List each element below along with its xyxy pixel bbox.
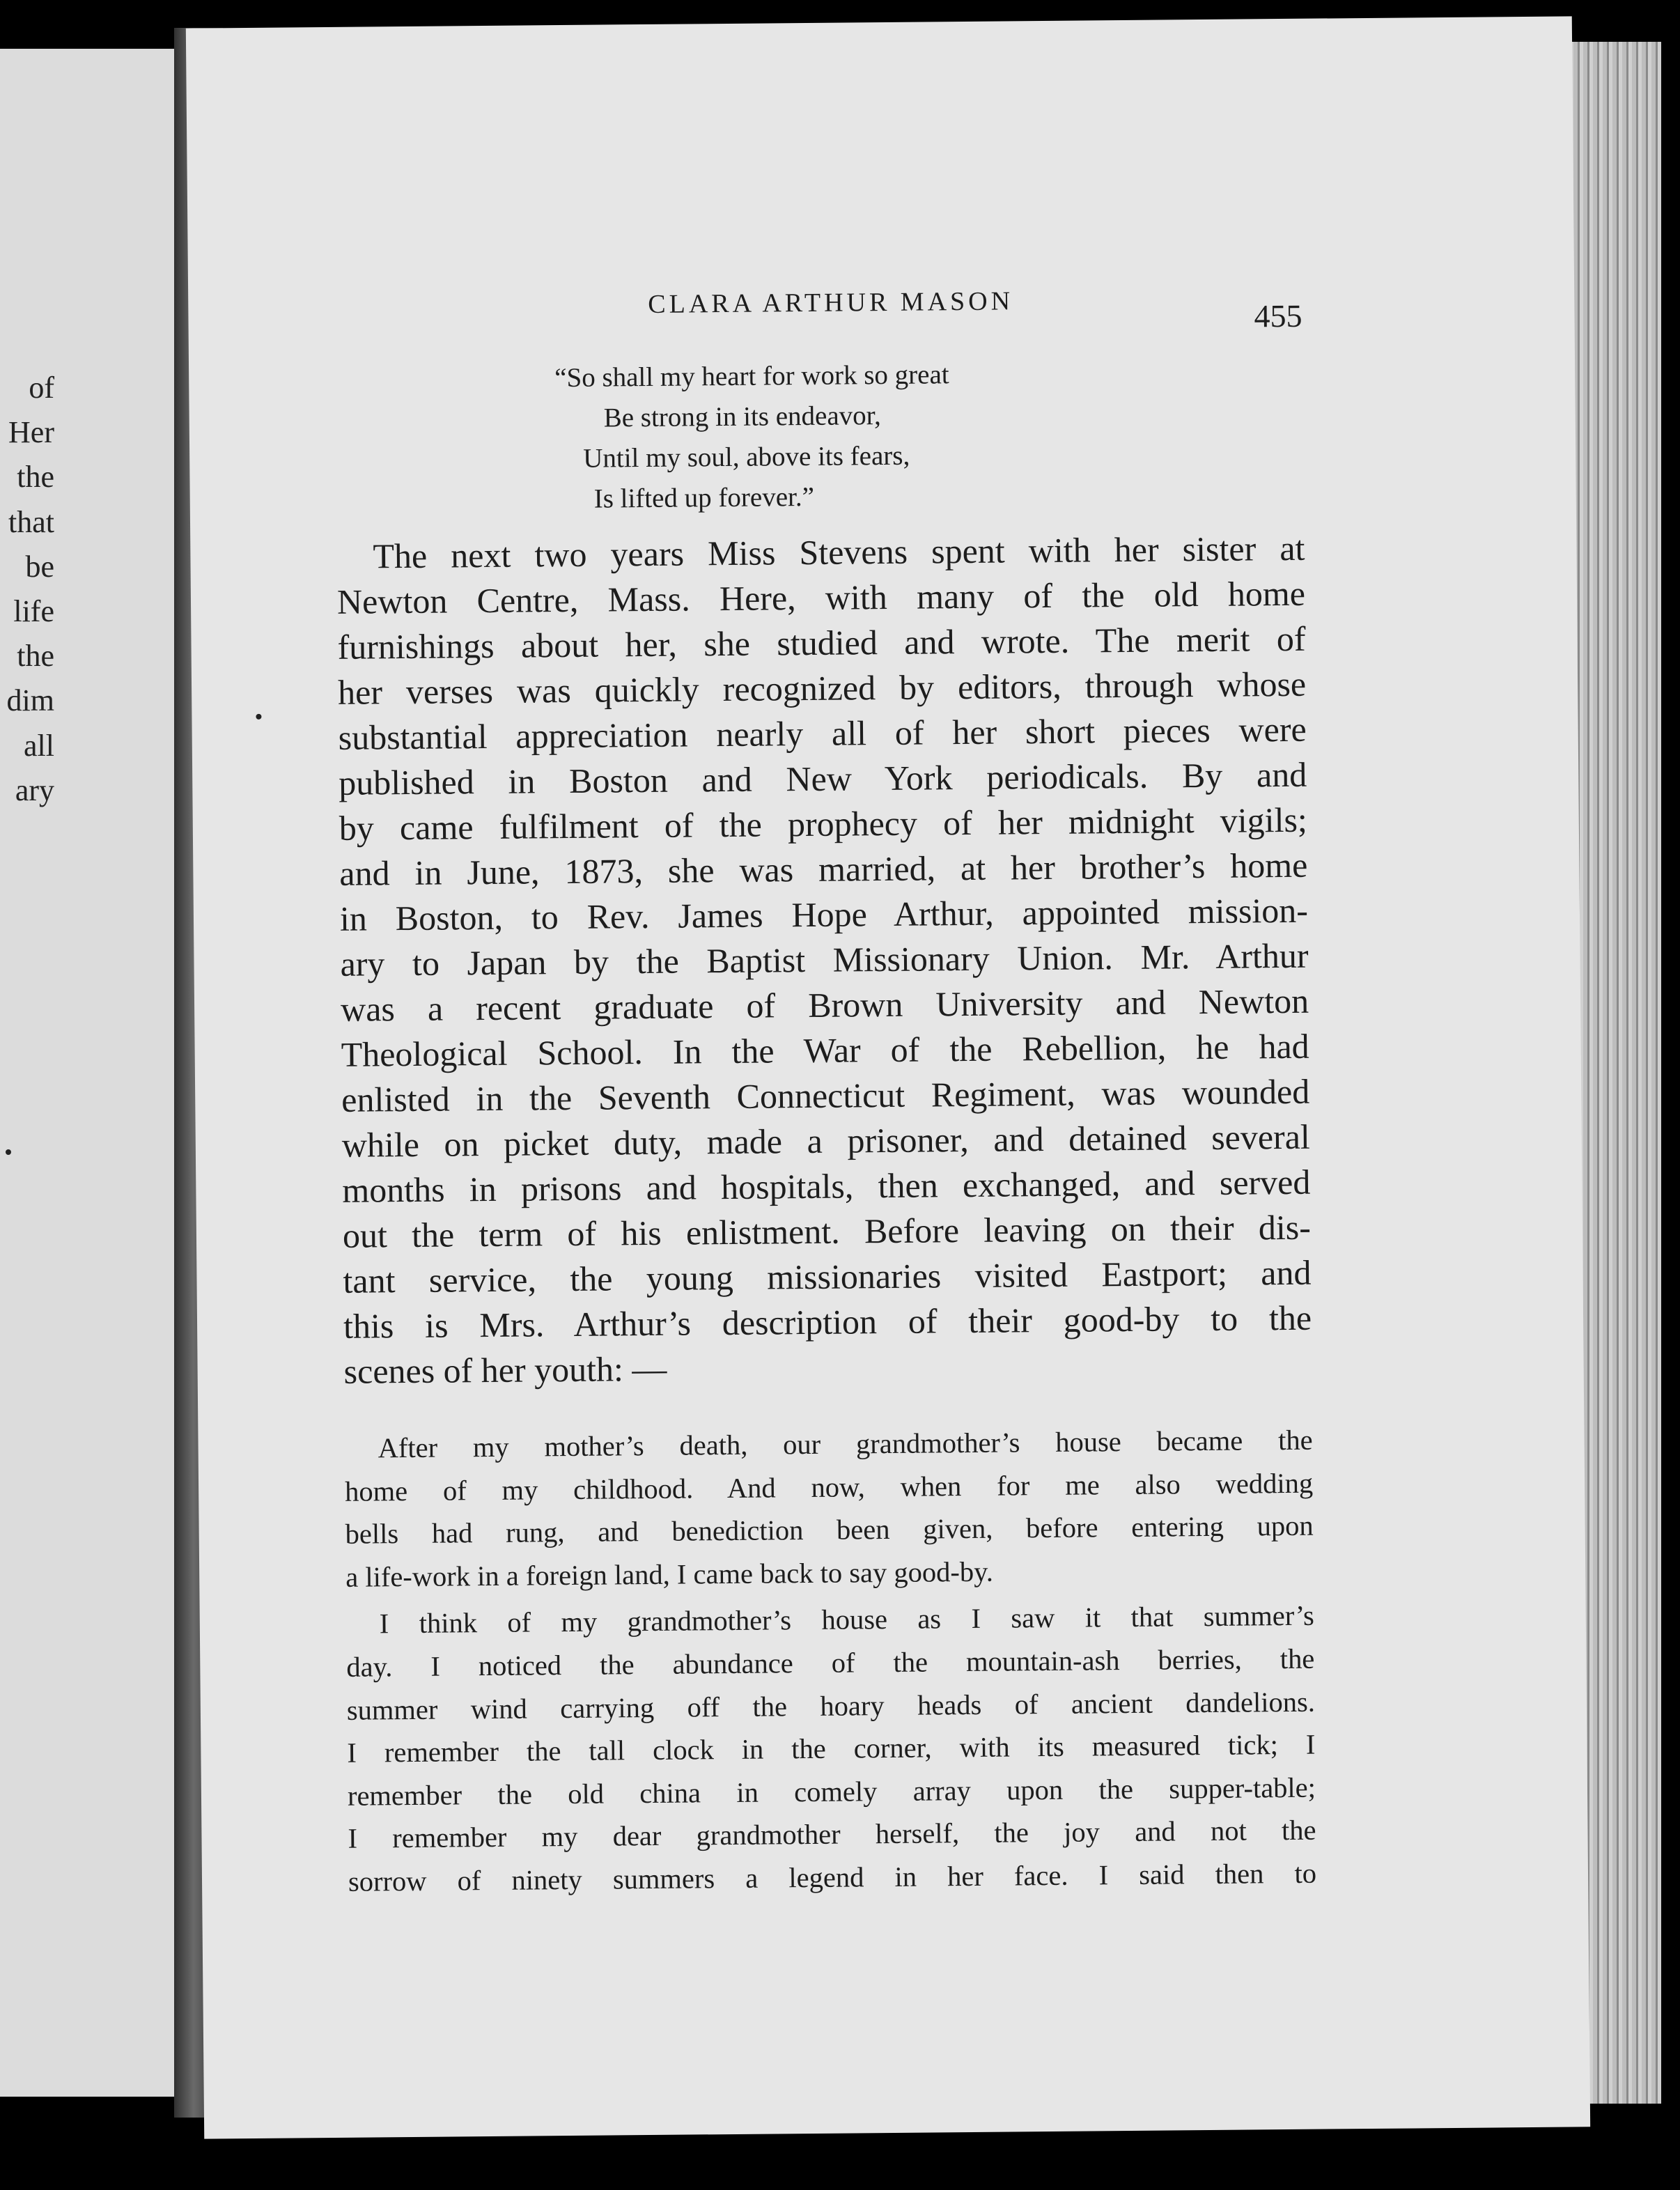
facing-line: all bbox=[24, 728, 54, 763]
facing-page-text bbox=[0, 366, 63, 813]
quote-line: remember the old china in comely array upon the supper-table; bbox=[347, 1771, 1316, 1812]
text-line: Theological School. In the War of the Rebellion, he had bbox=[341, 1026, 1309, 1074]
quote-line: home of my childhood. And now, when for me also wedding bbox=[344, 1467, 1314, 1507]
quote-line: I think of my grandmother’s house as I saw it that summer’s bbox=[379, 1600, 1314, 1640]
poem-line: Is lifted up forever.” bbox=[593, 481, 815, 514]
text-line: tant service, the young missionaries visited Eastport; and bbox=[343, 1252, 1312, 1300]
facing-line: the bbox=[17, 639, 54, 674]
facing-line: life bbox=[13, 593, 54, 628]
text-line: substantial appreciation nearly all of her short pieces were bbox=[338, 709, 1307, 757]
text-line: in Boston, to Rev. James Hope Arthur, appointed mission- bbox=[339, 890, 1309, 938]
text-line: by came fulfilment of the prophecy of her midnight vigils; bbox=[339, 800, 1308, 848]
running-title: CLARA ARTHUR MASON bbox=[648, 286, 1014, 319]
text-line: her verses was quickly recognized by editors, through whose bbox=[337, 664, 1307, 712]
quote-line: After my mother’s death, our grandmother’s house became the bbox=[378, 1424, 1313, 1464]
text-line: published in Boston and New York periodicals. By and bbox=[339, 754, 1307, 802]
speck bbox=[6, 1149, 11, 1155]
text-line: this is Mrs. Arthur’s description of their good-by to the bbox=[343, 1298, 1312, 1346]
facing-page bbox=[0, 49, 182, 2097]
text-line: while on picket duty, made a prisoner, and detained several bbox=[341, 1117, 1311, 1165]
page-number: 455 bbox=[1254, 297, 1302, 334]
facing-line: Her bbox=[8, 415, 54, 450]
text-line: The next two years Miss Stevens spent with her sister at bbox=[373, 528, 1305, 576]
book-page bbox=[186, 16, 1590, 2138]
block-quote bbox=[344, 1419, 1316, 1904]
facing-line: ary bbox=[15, 772, 54, 807]
text-line: out the term of his enlistment. Before leaving on their dis- bbox=[342, 1207, 1312, 1255]
text-line: and in June, 1873, she was married, at her brother’s home bbox=[339, 845, 1308, 893]
poem-line: “So shall my heart for work so great bbox=[554, 359, 949, 394]
quote-line: bells had rung, and benediction been given, before entering upon bbox=[345, 1509, 1314, 1551]
facing-line: that bbox=[8, 504, 54, 539]
quote-line: sorrow of ninety summers a legend in her face. I said then to bbox=[348, 1857, 1317, 1897]
facing-line: dim bbox=[6, 683, 54, 718]
text-line: months in prisons and hospitals, then exchanged, and served bbox=[342, 1162, 1311, 1210]
quote-line: summer wind carrying off the hoary heads of ancient dandelions. bbox=[346, 1686, 1316, 1726]
quote-line: day. I noticed the abundance of the mountain-ash berries, the bbox=[346, 1642, 1315, 1683]
facing-line: the bbox=[17, 460, 54, 495]
speck bbox=[256, 714, 261, 720]
facing-line: of bbox=[29, 371, 54, 405]
quote-line: I remember my dear grandmother herself, the joy and not the bbox=[348, 1815, 1316, 1855]
quote-line: a life-work in a foreign land, I came back to say good-by. bbox=[345, 1555, 994, 1593]
quote-line: I remember the tall clock in the corner, with its measured tick; I bbox=[347, 1728, 1316, 1769]
text-line: scenes of her youth: — bbox=[343, 1349, 667, 1391]
facing-line: be bbox=[25, 549, 54, 584]
text-line: ary to Japan by the Baptist Missionary Union. Mr. Arthur bbox=[340, 935, 1309, 984]
body-paragraph bbox=[336, 526, 1312, 1395]
text-line: Newton Centre, Mass. Here, with many of the old home bbox=[336, 573, 1306, 621]
poem-line: Be strong in its endeavor, bbox=[603, 401, 882, 433]
text-line: was a recent graduate of Brown University and Newton bbox=[340, 981, 1309, 1029]
text-line: enlisted in the Seventh Connecticut Regiment, was wounded bbox=[341, 1071, 1310, 1119]
text-line: furnishings about her, she studied and wrote. The merit of bbox=[337, 619, 1306, 667]
poem-line: Until my soul, above its fears, bbox=[583, 440, 910, 474]
poem-quote bbox=[554, 355, 1002, 520]
